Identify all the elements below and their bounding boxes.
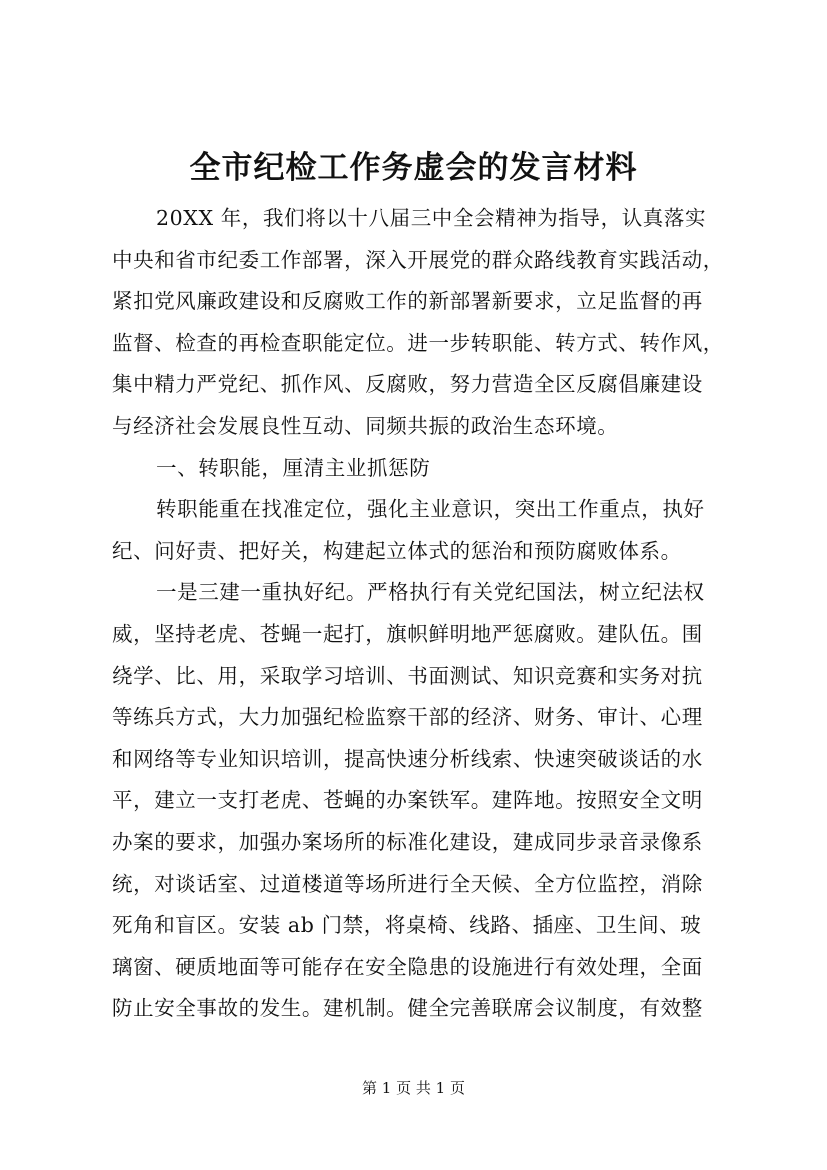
paragraph-line: 办案的要求，加强办案场所的标准化建设，建成同步录音录像系	[112, 829, 703, 854]
paragraph-line: 20XX 年，我们将以十八届三中全会精神为指导，认真落实	[156, 206, 707, 230]
paragraph-line: 纪、问好责、把好关，构建起立体式的惩治和预防腐败体系。	[112, 538, 682, 563]
document-body	[112, 198, 730, 1030]
paragraph-line: 与经济社会发展良性互动、同频共振的政治生态环境。	[112, 413, 619, 438]
paragraph-line: 和网络等专业知识培训，提高快速分析线索、快速突破谈话的水	[112, 746, 703, 771]
document-title: 全市纪检工作务虚会的发言材料	[189, 150, 638, 186]
paragraph-line: 一是三建一重执好纪。严格执行有关党纪国法，树立纪法权	[156, 580, 705, 605]
section-heading: 一、转职能，厘清主业抓惩防	[156, 455, 431, 480]
paragraph-line: 绕学、比、用，采取学习培训、书面测试、知识竞赛和实务对抗	[112, 663, 703, 688]
paragraph-line: 平，建立一支打老虎、苍蝇的办案铁军。建阵地。按照安全文明	[112, 788, 703, 813]
paragraph-line: 转职能重在找准定位，强化主业意识，突出工作重点，执好	[156, 497, 705, 522]
paragraph-line: 死角和盲区。安装 ab 门禁，将桌椅、线路、插座、卫生间、玻	[112, 913, 702, 938]
paragraph-line: 监督、检查的再检查职能定位。进一步转职能、转方式、转作风，	[112, 330, 724, 355]
page-footer: 第 1 页 共 1 页	[362, 1079, 465, 1097]
paragraph-line: 中央和省市纪委工作部署，深入开展党的群众路线教育实践活动，	[112, 247, 724, 272]
paragraph-line: 璃窗、硬质地面等可能存在安全隐患的设施进行有效处理，全面	[112, 954, 703, 979]
paragraph-line: 防止安全事故的发生。建机制。健全完善联席会议制度，有效整	[112, 996, 703, 1021]
paragraph-line: 紧扣党风廉政建设和反腐败工作的新部署新要求，立足监督的再	[112, 289, 703, 314]
paragraph-line: 集中精力严党纪、抓作风、反腐败，努力营造全区反腐倡廉建设	[112, 372, 703, 397]
paragraph-line: 统，对谈话室、过道楼道等场所进行全天候、全方位监控，消除	[112, 871, 703, 896]
paragraph-line: 威，坚持老虎、苍蝇一起打，旗帜鲜明地严惩腐败。建队伍。围	[112, 621, 703, 646]
paragraph-line: 等练兵方式，大力加强纪检监察干部的经济、财务、审计、心理	[112, 705, 703, 730]
